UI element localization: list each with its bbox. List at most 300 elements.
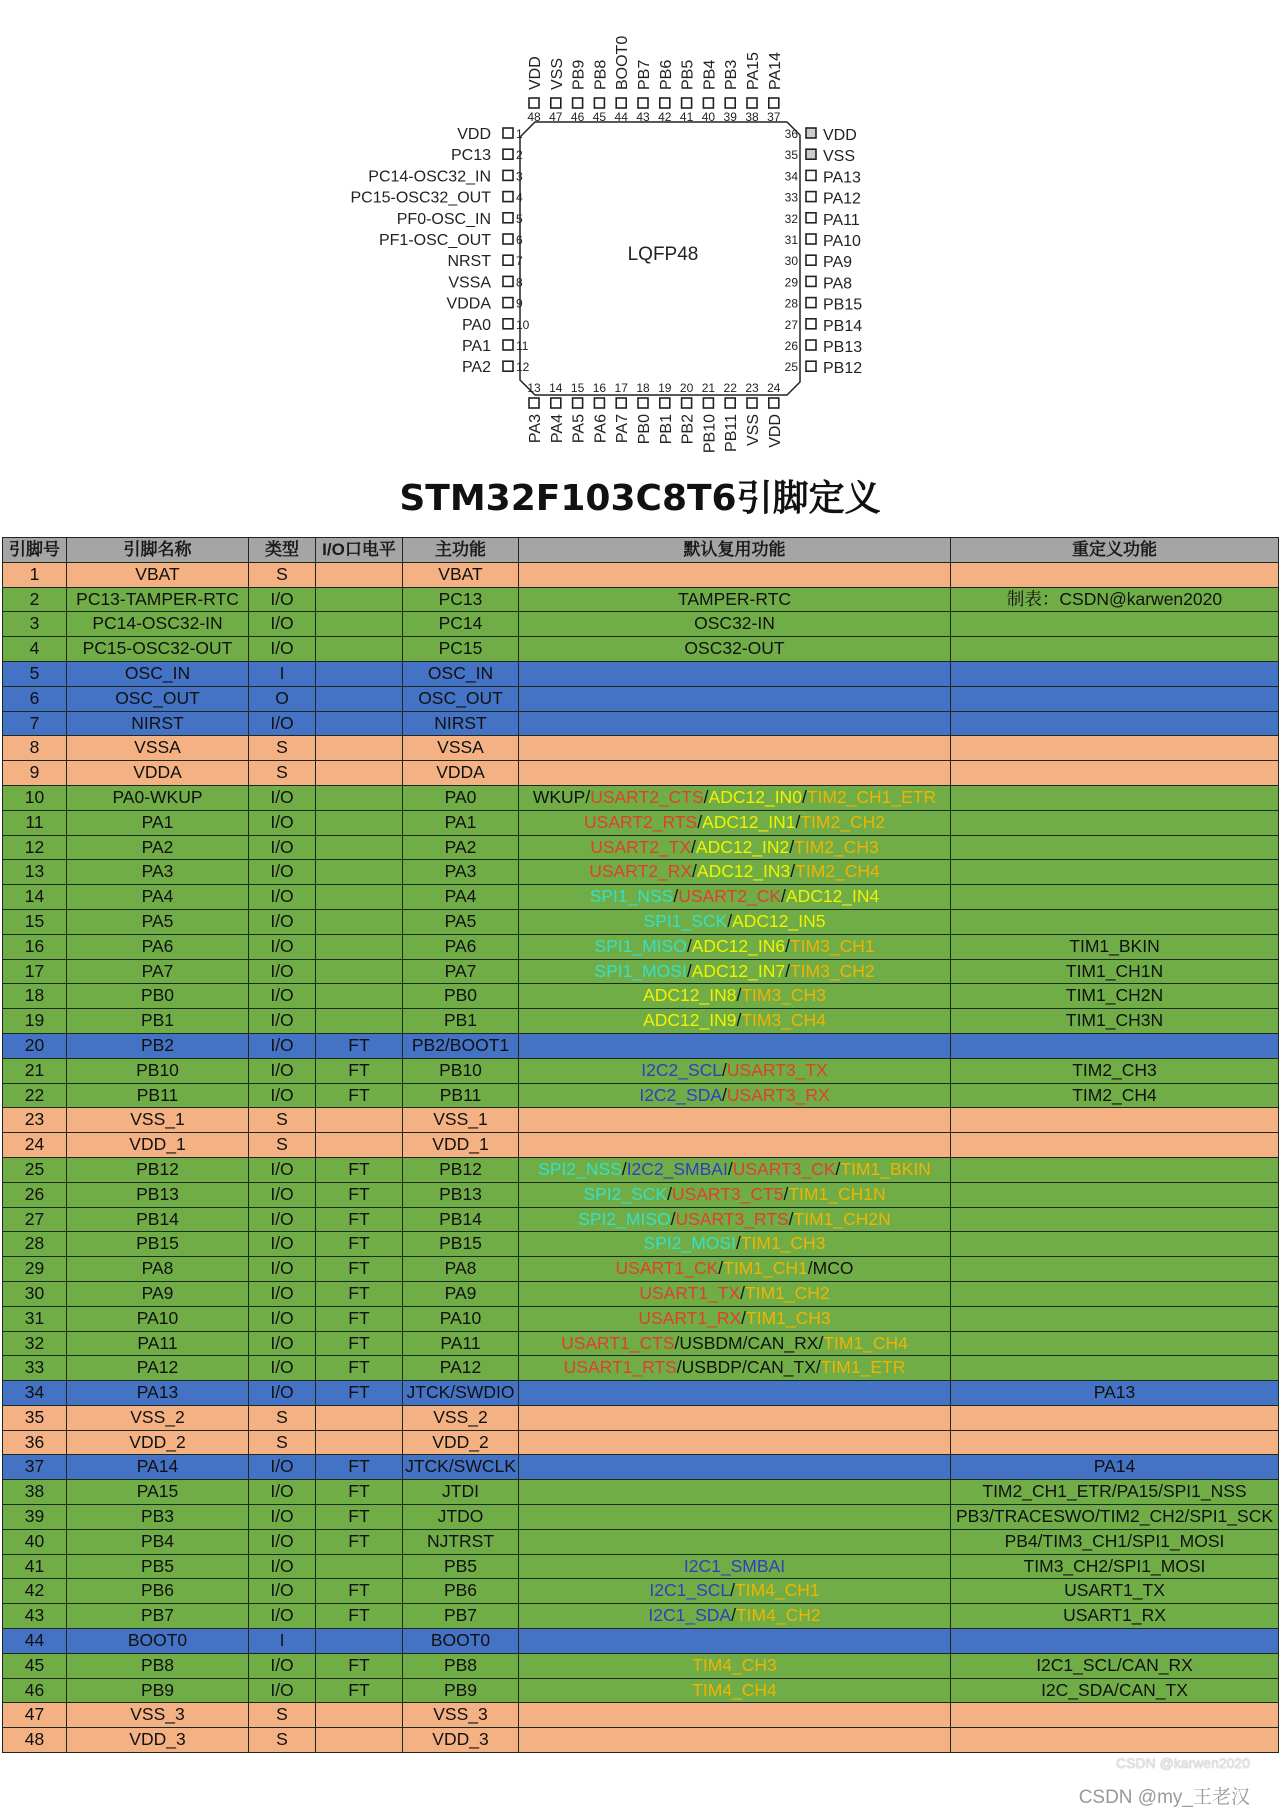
function-segment: USART3_TX bbox=[726, 1059, 828, 1080]
io-level-cell bbox=[316, 761, 403, 786]
pin-name-cell: PB8 bbox=[67, 1653, 249, 1678]
io-level-cell bbox=[316, 612, 403, 637]
function-segment: USART1_CK bbox=[615, 1258, 719, 1279]
remap-cell: USART1_RX bbox=[951, 1604, 1279, 1629]
pin-pad bbox=[503, 149, 513, 159]
type-cell: I/O bbox=[249, 1306, 316, 1331]
main-function-cell: PB5 bbox=[403, 1554, 519, 1579]
table-row bbox=[3, 686, 1279, 711]
pin-number-cell: 12 bbox=[3, 835, 67, 860]
default-alternate-cell bbox=[519, 1505, 951, 1530]
pin-number: 10 bbox=[516, 317, 530, 332]
table-row bbox=[3, 1381, 1279, 1406]
io-level-cell bbox=[316, 1430, 403, 1455]
type-cell: S bbox=[249, 1108, 316, 1133]
main-function-cell: PA11 bbox=[403, 1331, 519, 1356]
type-cell: I/O bbox=[249, 1281, 316, 1306]
pin-label: VDD bbox=[766, 414, 784, 448]
pin-number-cell: 15 bbox=[3, 909, 67, 934]
pin-number-cell: 25 bbox=[3, 1157, 67, 1182]
default-alternate-cell bbox=[519, 1703, 951, 1728]
pin-label: VDD bbox=[823, 127, 857, 144]
io-level-cell bbox=[316, 1405, 403, 1430]
main-function-cell: PB6 bbox=[403, 1579, 519, 1604]
pin-pad bbox=[551, 398, 561, 408]
io-level-cell: FT bbox=[316, 1157, 403, 1182]
default-alternate-cell bbox=[519, 1058, 951, 1083]
pin-pad bbox=[529, 98, 539, 108]
default-alternate-cell bbox=[519, 1629, 951, 1654]
function-segment: USART1_CTS bbox=[561, 1332, 675, 1353]
io-level-cell: FT bbox=[316, 1529, 403, 1554]
io-level-cell bbox=[316, 909, 403, 934]
main-function-cell: OSC_IN bbox=[403, 661, 519, 686]
remap-cell bbox=[951, 1306, 1279, 1331]
pin-pad bbox=[503, 213, 513, 223]
table-row bbox=[3, 1529, 1279, 1554]
function-segment: SPI2_NSS bbox=[538, 1158, 622, 1179]
default-alternate-cell bbox=[519, 1083, 951, 1108]
pin-number-cell: 32 bbox=[3, 1331, 67, 1356]
pin-label: PB0 bbox=[636, 414, 653, 445]
pin-number: 37 bbox=[767, 110, 781, 124]
pin-pad bbox=[503, 192, 513, 202]
default-alternate-cell bbox=[519, 1331, 951, 1356]
pin-label: PA2 bbox=[461, 359, 491, 377]
pin-number: 46 bbox=[570, 110, 585, 124]
pin-label: VDDA bbox=[446, 295, 491, 313]
pin-number: 27 bbox=[784, 317, 798, 332]
pin-pad bbox=[806, 192, 816, 202]
function-segment: I2C1_SMBAI bbox=[683, 1555, 786, 1576]
pin-pad bbox=[660, 398, 670, 408]
io-level-cell: FT bbox=[316, 1033, 403, 1058]
type-cell: I/O bbox=[249, 909, 316, 934]
remap-cell bbox=[951, 1257, 1279, 1282]
pin-pad bbox=[503, 361, 513, 371]
remap-cell: PB3/TRACESWO/TIM2_CH2/SPI1_SCK bbox=[951, 1505, 1279, 1530]
table-row bbox=[3, 587, 1279, 612]
function-segment: /USBDP/CAN_TX/ bbox=[676, 1357, 821, 1378]
default-alternate-cell bbox=[519, 1182, 951, 1207]
type-cell: I/O bbox=[249, 1331, 316, 1356]
main-function-cell: PB2/BOOT1 bbox=[403, 1033, 519, 1058]
pin-pad bbox=[503, 255, 513, 265]
default-alternate-cell bbox=[519, 959, 951, 984]
header-io-level: I/O口电平 bbox=[316, 538, 403, 563]
default-alternate-cell bbox=[519, 761, 951, 786]
pin-label: PA5 bbox=[570, 414, 588, 444]
main-function-cell: PA10 bbox=[403, 1306, 519, 1331]
pin-number: 28 bbox=[784, 296, 798, 311]
pin-number: 47 bbox=[549, 110, 563, 124]
pin-number: 4 bbox=[516, 190, 523, 205]
function-segment: TIM3_CH3 bbox=[741, 985, 826, 1006]
table-row bbox=[3, 1058, 1279, 1083]
pin-label: PA13 bbox=[823, 169, 861, 187]
pin-number-cell: 17 bbox=[3, 959, 67, 984]
table-row bbox=[3, 860, 1279, 885]
function-segment: USART2_RTS bbox=[584, 811, 698, 832]
function-segment: / bbox=[835, 1158, 841, 1179]
pin-number-cell: 29 bbox=[3, 1257, 67, 1282]
default-alternate-cell bbox=[519, 1356, 951, 1381]
pin-number-cell: 9 bbox=[3, 761, 67, 786]
remap-cell: I2C1_SCL/CAN_RX bbox=[951, 1653, 1279, 1678]
pin-name-cell: PA10 bbox=[67, 1306, 249, 1331]
pin-name-cell: PA14 bbox=[67, 1455, 249, 1480]
pin-number-cell: 10 bbox=[3, 785, 67, 810]
pin-pad bbox=[529, 398, 539, 408]
io-level-cell bbox=[316, 637, 403, 662]
pin-definition-table bbox=[2, 537, 1279, 1753]
pin-pad bbox=[806, 340, 816, 350]
pin-number-cell: 46 bbox=[3, 1678, 67, 1703]
table-row bbox=[3, 711, 1279, 736]
type-cell: I/O bbox=[249, 1579, 316, 1604]
pin-number: 43 bbox=[636, 110, 650, 124]
pin-name-cell: PB4 bbox=[67, 1529, 249, 1554]
pin-pad bbox=[806, 149, 816, 159]
remap-cell: TIM1_BKIN bbox=[951, 934, 1279, 959]
function-segment: / bbox=[585, 786, 591, 807]
pin-label: PB4 bbox=[701, 59, 719, 90]
header-remap: 重定义功能 bbox=[951, 538, 1279, 563]
remap-cell: PA14 bbox=[951, 1455, 1279, 1480]
default-alternate-cell bbox=[519, 1678, 951, 1703]
remap-cell bbox=[951, 1207, 1279, 1232]
function-segment: USART1_RX bbox=[638, 1307, 742, 1328]
remap-cell: TIM3_CH2/SPI1_MOSI bbox=[951, 1554, 1279, 1579]
pin-name-cell: PA11 bbox=[67, 1331, 249, 1356]
type-cell: I/O bbox=[249, 1678, 316, 1703]
main-function-cell: PA1 bbox=[403, 810, 519, 835]
main-function-cell: NIRST bbox=[403, 711, 519, 736]
pin-pad bbox=[503, 340, 513, 350]
pin-number-cell: 5 bbox=[3, 661, 67, 686]
remap-cell bbox=[951, 1703, 1279, 1728]
function-segment: / bbox=[730, 1580, 735, 1601]
function-segment: / bbox=[673, 886, 679, 907]
pin-name-cell: PA5 bbox=[67, 909, 249, 934]
remap-cell bbox=[951, 1182, 1279, 1207]
default-alternate-cell bbox=[519, 1033, 951, 1058]
io-level-cell bbox=[316, 984, 403, 1009]
table-row bbox=[3, 1306, 1279, 1331]
remap-cell bbox=[951, 711, 1279, 736]
function-segment: SPI1_MOSI bbox=[594, 960, 687, 981]
remap-cell bbox=[951, 637, 1279, 662]
package-label: LQFP48 bbox=[627, 244, 699, 265]
pin-number: 14 bbox=[549, 381, 563, 395]
pin-label: VDD bbox=[527, 56, 544, 90]
type-cell: I/O bbox=[249, 1058, 316, 1083]
type-cell: I/O bbox=[249, 1480, 316, 1505]
default-alternate-cell bbox=[519, 711, 951, 736]
type-cell: I/O bbox=[249, 1653, 316, 1678]
pin-pad bbox=[747, 98, 757, 108]
function-segment: / bbox=[785, 935, 790, 956]
function-segment: SPI2_MISO bbox=[578, 1208, 671, 1229]
remap-cell bbox=[951, 909, 1279, 934]
pin-pad bbox=[806, 234, 816, 244]
function-segment: / bbox=[783, 1183, 789, 1204]
pin-pad bbox=[573, 398, 583, 408]
default-alternate-cell bbox=[519, 810, 951, 835]
pin-number-cell: 34 bbox=[3, 1381, 67, 1406]
pin-number: 15 bbox=[570, 381, 585, 395]
default-alternate-cell bbox=[519, 587, 951, 612]
io-level-cell bbox=[316, 661, 403, 686]
pin-number: 16 bbox=[592, 381, 607, 395]
main-function-cell: PB1 bbox=[403, 1009, 519, 1034]
table-row bbox=[3, 1728, 1279, 1753]
pin-pad bbox=[806, 213, 816, 223]
pin-name-cell: PA8 bbox=[67, 1257, 249, 1282]
type-cell: I/O bbox=[249, 1182, 316, 1207]
main-function-cell: PB9 bbox=[403, 1678, 519, 1703]
pin-number: 12 bbox=[516, 360, 530, 375]
pin-name-cell: VDD_1 bbox=[67, 1133, 249, 1158]
pin-pad bbox=[806, 255, 816, 265]
pin-pad bbox=[551, 98, 561, 108]
remap-cell bbox=[951, 1108, 1279, 1133]
table-row bbox=[3, 1108, 1279, 1133]
io-level-cell bbox=[316, 686, 403, 711]
pin-name-cell: PB6 bbox=[67, 1579, 249, 1604]
type-cell: I/O bbox=[249, 1455, 316, 1480]
pin-pad bbox=[769, 398, 779, 408]
pin-name-cell: BOOT0 bbox=[67, 1629, 249, 1654]
function-segment: USART2_RX bbox=[589, 861, 693, 882]
type-cell: I/O bbox=[249, 984, 316, 1009]
pin-pad bbox=[594, 398, 604, 408]
main-function-cell: JTCK/SWDIO bbox=[403, 1381, 519, 1406]
pin-pad bbox=[806, 319, 816, 329]
io-level-cell: FT bbox=[316, 1678, 403, 1703]
pin-label: PA11 bbox=[823, 211, 860, 229]
function-segment: TIM1_CH1 bbox=[723, 1258, 808, 1279]
pin-label: NRST bbox=[447, 253, 491, 271]
remap-cell bbox=[951, 1331, 1279, 1356]
function-segment: I2C2_SMBAI bbox=[626, 1158, 728, 1179]
function-segment: I2C1_SCL bbox=[649, 1580, 731, 1601]
pin-label: VDD bbox=[457, 126, 491, 143]
pin-number-cell: 24 bbox=[3, 1133, 67, 1158]
pin-number: 1 bbox=[516, 127, 523, 141]
type-cell: I/O bbox=[249, 1232, 316, 1257]
io-level-cell: FT bbox=[316, 1480, 403, 1505]
function-segment: / bbox=[722, 1084, 727, 1105]
type-cell: S bbox=[249, 1430, 316, 1455]
type-cell: I/O bbox=[249, 1157, 316, 1182]
function-segment: / bbox=[736, 985, 742, 1006]
io-level-cell bbox=[316, 1009, 403, 1034]
pin-pad bbox=[660, 98, 670, 108]
type-cell: I bbox=[249, 1629, 316, 1654]
main-function-cell: PA9 bbox=[403, 1281, 519, 1306]
default-alternate-cell bbox=[519, 1232, 951, 1257]
pin-number-cell: 38 bbox=[3, 1480, 67, 1505]
function-segment: / bbox=[781, 886, 786, 907]
type-cell: I/O bbox=[249, 1257, 316, 1282]
remap-cell bbox=[951, 1232, 1279, 1257]
remap-cell: PA13 bbox=[951, 1381, 1279, 1406]
type-cell: I/O bbox=[249, 637, 316, 662]
pin-name-cell: PA6 bbox=[67, 934, 249, 959]
header-pin-number: 引脚号 bbox=[3, 538, 67, 563]
function-segment: ADC12_IN0 bbox=[708, 786, 802, 807]
pin-name-cell: PB14 bbox=[67, 1207, 249, 1232]
pin-label: PB2 bbox=[679, 414, 697, 445]
main-function-cell: NJTRST bbox=[403, 1529, 519, 1554]
pin-label: PC14-OSC32_IN bbox=[368, 168, 491, 186]
pin-label: PB6 bbox=[657, 59, 675, 90]
function-segment: USART1_RTS bbox=[563, 1357, 677, 1378]
table-row bbox=[3, 1678, 1279, 1703]
pin-number: 36 bbox=[784, 127, 798, 141]
pin-name-cell: NIRST bbox=[67, 711, 249, 736]
io-level-cell: FT bbox=[316, 1232, 403, 1257]
remap-cell bbox=[951, 612, 1279, 637]
pin-pad bbox=[594, 98, 604, 108]
main-function-cell: PA2 bbox=[403, 835, 519, 860]
io-level-cell: FT bbox=[316, 1579, 403, 1604]
pin-number-cell: 33 bbox=[3, 1356, 67, 1381]
pin-label: PF0-OSC_IN bbox=[396, 210, 491, 228]
pin-pad bbox=[725, 98, 735, 108]
function-segment: SPI2_MOSI bbox=[643, 1233, 736, 1254]
table-row bbox=[3, 1703, 1279, 1728]
default-alternate-cell bbox=[519, 1579, 951, 1604]
function-segment: ADC12_IN1 bbox=[702, 811, 796, 832]
table-row bbox=[3, 1033, 1279, 1058]
function-segment: TIM1_CH4 bbox=[823, 1332, 908, 1353]
pin-number: 6 bbox=[516, 233, 523, 247]
function-segment: / bbox=[697, 811, 703, 832]
function-segment: OSC32-OUT bbox=[684, 638, 785, 659]
table-row bbox=[3, 1604, 1279, 1629]
function-segment: USART2_TX bbox=[590, 836, 692, 857]
function-segment: /MCO bbox=[807, 1258, 854, 1279]
pin-number: 33 bbox=[784, 190, 798, 205]
pin-label: VSSA bbox=[448, 274, 491, 292]
io-level-cell bbox=[316, 810, 403, 835]
pin-number: 21 bbox=[701, 381, 716, 395]
main-function-cell: PA12 bbox=[403, 1356, 519, 1381]
pin-name-cell: VSS_3 bbox=[67, 1703, 249, 1728]
pin-number: 44 bbox=[614, 110, 628, 124]
pin-number: 25 bbox=[784, 360, 798, 375]
pin-name-cell: PA13 bbox=[67, 1381, 249, 1406]
table-row bbox=[3, 810, 1279, 835]
main-function-cell: PB8 bbox=[403, 1653, 519, 1678]
function-segment: ADC12_IN8 bbox=[643, 985, 737, 1006]
pin-pad bbox=[703, 98, 713, 108]
function-segment: TIM3_CH4 bbox=[741, 1010, 826, 1031]
table-header-row bbox=[3, 538, 1279, 563]
default-alternate-cell bbox=[519, 885, 951, 910]
pin-pad bbox=[638, 398, 648, 408]
io-level-cell: FT bbox=[316, 1257, 403, 1282]
pin-label: PA9 bbox=[823, 254, 853, 272]
type-cell: I/O bbox=[249, 1033, 316, 1058]
default-alternate-cell bbox=[519, 612, 951, 637]
pin-label: PF1-OSC_OUT bbox=[378, 232, 491, 249]
pin-number: 19 bbox=[658, 381, 672, 395]
pin-name-cell: PA1 bbox=[67, 810, 249, 835]
function-segment: I2C2_SDA bbox=[639, 1084, 723, 1105]
function-segment: TIM3_CH1 bbox=[789, 935, 875, 956]
type-cell: I/O bbox=[249, 934, 316, 959]
pin-label: VSS bbox=[823, 148, 856, 166]
remap-cell bbox=[951, 810, 1279, 835]
pin-label: PA15 bbox=[745, 52, 762, 90]
function-segment: ADC12_IN4 bbox=[785, 886, 880, 907]
pin-label: PB1 bbox=[657, 414, 675, 445]
main-function-cell: VSS_1 bbox=[403, 1108, 519, 1133]
io-level-cell bbox=[316, 1629, 403, 1654]
type-cell: I/O bbox=[249, 1381, 316, 1406]
pin-pad bbox=[806, 298, 816, 308]
io-level-cell bbox=[316, 885, 403, 910]
pin-number-cell: 26 bbox=[3, 1182, 67, 1207]
io-level-cell bbox=[316, 934, 403, 959]
table-row bbox=[3, 562, 1279, 587]
pin-pad bbox=[503, 319, 513, 329]
pin-number: 41 bbox=[679, 110, 694, 124]
function-segment: USART1_TX bbox=[639, 1282, 741, 1303]
default-alternate-cell bbox=[519, 1405, 951, 1430]
pin-name-cell: PC15-OSC32-OUT bbox=[67, 637, 249, 662]
pin-number: 9 bbox=[516, 296, 523, 311]
pin-number-cell: 11 bbox=[3, 810, 67, 835]
function-segment: / bbox=[790, 861, 796, 882]
type-cell: I/O bbox=[249, 1529, 316, 1554]
type-cell: S bbox=[249, 736, 316, 761]
main-function-cell: VDD_3 bbox=[403, 1728, 519, 1753]
function-segment: / bbox=[731, 1605, 736, 1626]
pin-number: 18 bbox=[636, 381, 650, 395]
io-level-cell: FT bbox=[316, 1207, 403, 1232]
pin-name-cell: PA4 bbox=[67, 885, 249, 910]
default-alternate-cell bbox=[519, 1281, 951, 1306]
pin-number-cell: 20 bbox=[3, 1033, 67, 1058]
type-cell: I/O bbox=[249, 1505, 316, 1530]
pin-label: PB13 bbox=[823, 339, 863, 356]
pin-number-cell: 18 bbox=[3, 984, 67, 1009]
header-type: 类型 bbox=[249, 538, 316, 563]
pin-pad bbox=[616, 398, 626, 408]
function-segment: / bbox=[621, 1158, 627, 1179]
table-row bbox=[3, 835, 1279, 860]
default-alternate-cell bbox=[519, 1728, 951, 1753]
function-segment: / bbox=[801, 786, 807, 807]
function-segment: ADC12_IN9 bbox=[643, 1010, 737, 1031]
default-alternate-cell bbox=[519, 785, 951, 810]
function-segment: TAMPER-RTC bbox=[677, 588, 792, 609]
pin-pad bbox=[503, 298, 513, 308]
function-segment: / bbox=[741, 1307, 747, 1328]
pin-number: 38 bbox=[745, 110, 759, 124]
pin-name-cell: VDD_3 bbox=[67, 1728, 249, 1753]
function-segment: I2C2_SCL bbox=[641, 1059, 723, 1080]
default-alternate-cell bbox=[519, 1653, 951, 1678]
io-level-cell bbox=[316, 562, 403, 587]
pin-pad bbox=[573, 98, 583, 108]
main-function-cell: PC13 bbox=[403, 587, 519, 612]
pin-number-cell: 43 bbox=[3, 1604, 67, 1629]
